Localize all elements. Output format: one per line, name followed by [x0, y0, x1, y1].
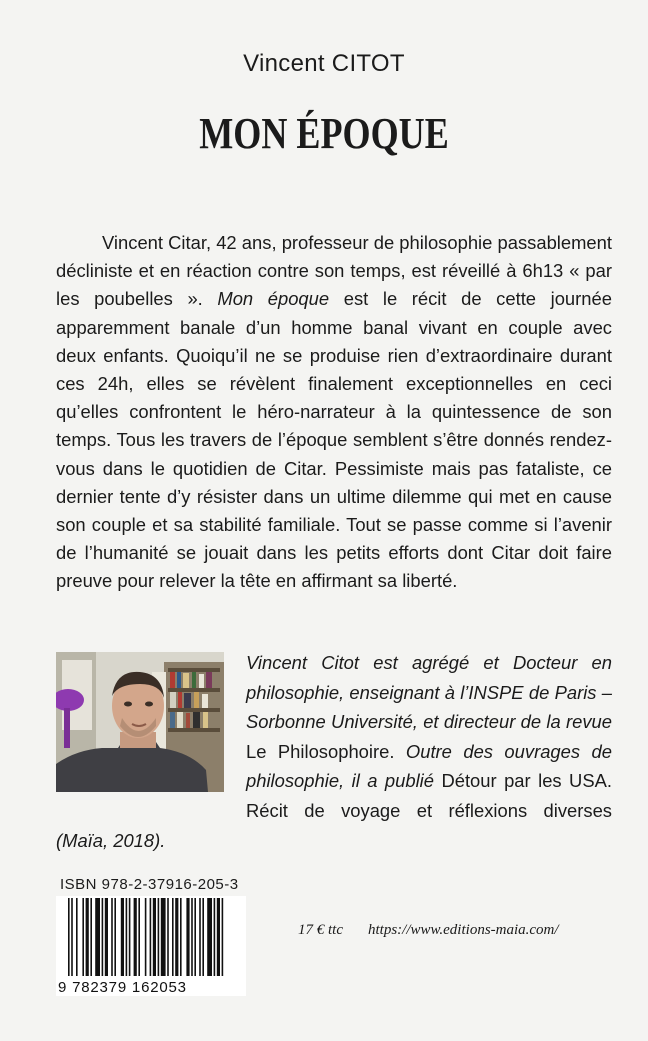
barcode-bar	[82, 898, 84, 976]
barcode-bar	[105, 898, 108, 976]
barcode-bar	[102, 898, 104, 976]
barcode-bar	[145, 898, 147, 976]
barcode-bar	[90, 898, 92, 976]
synopsis-part1: Vincent Citar, 42 ans, professeur de philosophie passablement décliniste et en réaction contre son temps, est réveillé à 6h13 « par les poubelles ».	[56, 232, 612, 310]
barcode-bar	[121, 898, 124, 976]
barcode-bar	[76, 898, 78, 976]
barcode-bar	[134, 898, 137, 976]
barcode-bar	[194, 898, 196, 976]
barcode-bar	[126, 898, 128, 976]
bio-journal: Le Philosophoire.	[246, 740, 395, 762]
isbn-barcode	[56, 896, 246, 996]
bio-part1: Vincent Citot est agrégé et Docteur en philosophie, enseignant à l’INSPE de Paris – Sorbonne Université, et directeur de la revue	[246, 652, 612, 733]
barcode-bar	[71, 898, 73, 976]
barcode-bar	[86, 898, 89, 976]
barcode-bar	[68, 898, 70, 976]
barcode-bar	[172, 898, 174, 976]
barcode-bar	[186, 898, 189, 976]
barcode-bar	[214, 898, 216, 976]
barcode-bar	[167, 898, 169, 976]
bio-part2: Outre des ouvrages de philosophie, il a publié	[246, 740, 612, 792]
barcode-bar	[180, 898, 182, 976]
barcode-bar	[138, 898, 140, 976]
barcode-bar	[111, 898, 113, 976]
barcode-bar	[153, 898, 156, 976]
synopsis-text	[56, 229, 612, 596]
barcode-bar	[114, 898, 116, 976]
barcode-bar	[150, 898, 152, 976]
barcode-bar	[202, 898, 204, 976]
barcode-bar	[222, 898, 224, 976]
price-label: 17 € ttc	[298, 922, 343, 938]
synopsis-part2: est le récit de cette journée apparemment banale d’un homme banal vivant en couple avec deux enfants. Quoiqu’il ne se produise rien d’extraordinaire durant ces 24h, elles se révèlent finalement exceptionnelles en ceci qu’elles confrontent le héro-narrateur à la quintessence de son temps. Tous les travers de l’époque semblent s’être donnés rendez-vous dans le quotidien de Citar. Pessimiste mais pas fataliste, ce dernier tente d’y résister dans un ultime dilemme qui met en cause son couple et sa stabilité familiale. Tout se passe comme si l’avenir de l’humanité se jouait dans les petits efforts dont Citar doit faire preuve pour relever la tête en affirmant sa liberté.	[56, 288, 612, 592]
barcode-bar	[191, 898, 193, 976]
barcode-digits: 9 782379 162053	[58, 979, 187, 996]
bio-book: Détour par les USA. Récit de voyage et réflexions diverses	[246, 770, 612, 821]
barcode-bar	[95, 898, 100, 976]
barcode-bar	[207, 898, 212, 976]
isbn-label: ISBN 978-2-37916-205-3	[60, 876, 239, 893]
book-title: MON ÉPOQUE	[199, 109, 449, 158]
author-bio	[56, 648, 612, 855]
barcode-bar	[175, 898, 178, 976]
barcode-bar	[158, 898, 160, 976]
publisher-url: https://www.editions-maia.com/	[368, 922, 559, 938]
barcode-graphic	[56, 896, 246, 996]
barcode-bar	[161, 898, 166, 976]
bio-part3: (Maïa, 2018).	[56, 829, 166, 851]
barcode-bar	[217, 898, 220, 976]
author-name: Vincent CITOT	[243, 50, 405, 77]
barcode-bar	[199, 898, 201, 976]
synopsis-book-title: Mon époque	[217, 288, 330, 310]
barcode-bar	[129, 898, 131, 976]
